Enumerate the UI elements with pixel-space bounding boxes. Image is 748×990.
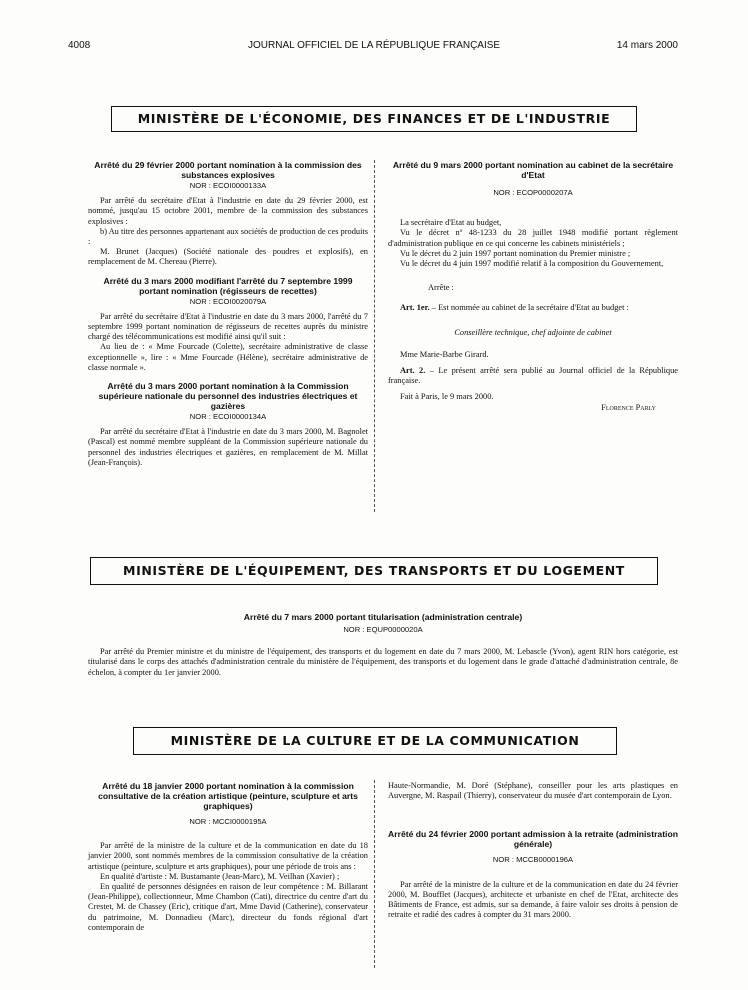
- article-2-text: – Le présent arrêté sera publié au Journal officiel de la République française.: [388, 366, 679, 386]
- page-header: [68, 40, 678, 54]
- article-title: Arrêté du 24 février 2000 portant admission à la retraite (administration générale): [388, 829, 678, 850]
- article-paragraph: En qualité d'artiste : M. Bustamante (Jean-Marc), M. Veilhan (Xavier) ;: [100, 871, 340, 881]
- article-2-label: Art. 2.: [400, 366, 426, 376]
- article-paragraph: Vu le décret nº 48-1233 du 28 juillet 1948 modifié portant règlement d'administration publique en ce qui concerne les cabinets ministériels ;: [388, 228, 678, 248]
- article-paragraph: b) Au titre des personnes appartenant aux sociétés de production de ces produits :: [88, 226, 368, 247]
- equip-section: [88, 612, 678, 678]
- article-paragraph: Par arrêté de la ministre de la culture et de la communication en date du 24 février 2000, M. Boufflet (Jacques), architecte et urbaniste en chef de l'Etat, architecte des Bâtiments de France, est admis, sur sa demande, à faire valoir ses droits à pension de retraite et radié des cadres à compter du 31 mars 2000.: [388, 879, 678, 920]
- article-1-label: Art. 1er.: [400, 303, 430, 313]
- article-title: Arrêté du 3 mars 2000 modifiant l'arrêté du 7 septembre 1999 portant nomination (régisseurs de recettes): [103, 275, 353, 296]
- culture-right-column: [388, 781, 678, 920]
- article-paragraph: Vu le décret du 4 juin 1997 modifié relatif à la composition du Gouvernement,: [400, 259, 664, 269]
- nor-reference: NOR : EQUP0000020A: [343, 625, 423, 634]
- article-paragraph: Au lieu de : « Mme Fourcade (Colette), secrétaire administrative de classe exceptionnelle », lire : « Mme Fourcade (Hélène), secrétaire administrative de classe normale ».: [88, 342, 368, 372]
- appointee-name: Mme Marie-Barbe Girard.: [400, 349, 489, 359]
- article-paragraph: Par arrêté du Premier ministre et du ministre de l'équipement, des transports et du logement en date du 7 mars 2000, M. Lebascle (Yvon), agent RIN hors catégorie, est titularisé dans le corps des attachés d'administration centrale du ministère de l'équipement, des transports et du logement dans le grade d'attaché d'administration centrale, 8e échelon, à compter du 1er janvier 2000.: [88, 647, 678, 677]
- page-number: 4008: [68, 40, 91, 51]
- article-title: Arrêté du 9 mars 2000 portant nomination au cabinet de la secrétaire d'Etat: [392, 160, 674, 180]
- article-1: [388, 303, 678, 313]
- eco-right-column: [388, 160, 678, 413]
- nor-reference: NOR : MCCI0000195A: [189, 817, 267, 826]
- nor-reference: NOR : ECOI0000134A: [189, 412, 267, 422]
- section-title-culture: MINISTÈRE DE LA CULTURE ET DE LA COMMUNICATION: [133, 727, 617, 755]
- article-paragraph: M. Brunet (Jacques) (Société nationale des poudres et explosifs), en remplacement de M. Chereau (Pierre).: [88, 247, 368, 267]
- journal-title: JOURNAL OFFICIEL DE LA RÉPUBLIQUE FRANÇAISE: [248, 40, 501, 51]
- article-paragraph: Par arrêté du secrétaire d'Etat à l'industrie en date du 29 février 2000, est nommé, jusqu'au 15 octobre 2001, membre de la commission des substances explosives :: [88, 196, 368, 226]
- nor-reference: NOR : MCCB0000196A: [492, 855, 574, 865]
- column-divider: [374, 160, 375, 512]
- nor-reference: NOR : ECOI0020079A: [189, 296, 267, 306]
- eco-left-column: [88, 160, 368, 468]
- article-title: Arrêté du 18 janvier 2000 portant nomination à la commission consultative de la création artistique (peinture, sculpture et arts graphiques): [98, 781, 358, 811]
- article-title: Arrêté du 3 mars 2000 portant nomination à la Commission supérieure nationale du personnel des industries électriques et gazières: [98, 381, 358, 412]
- nor-reference: NOR : ECOP0000207A: [493, 188, 573, 197]
- nor-reference: NOR : ECOI0000133A: [189, 181, 267, 190]
- culture-left-column: [88, 781, 368, 933]
- role-title: Conseillère technique, chef adjointe de cabinet: [454, 327, 612, 337]
- column-divider: [374, 780, 375, 968]
- article-paragraph: La secrétaire d'Etat au budget,: [400, 218, 502, 228]
- article-continuation: Haute-Normandie, M. Doré (Stéphane), conseiller pour les arts plastiques en Auvergne, M. Raspail (Thierry), conservateur du musée d'art contemporain de Lyon.: [388, 781, 678, 801]
- section-title-equipement: MINISTÈRE DE L'ÉQUIPEMENT, DES TRANSPORTS ET DU LOGEMENT: [90, 557, 658, 585]
- issue-date: 14 mars 2000: [616, 40, 678, 51]
- article-title: Arrêté du 29 février 2000 portant nomination à la commission des substances explosives: [94, 160, 362, 180]
- arrete-label: Arrête :: [428, 283, 454, 293]
- article-title: Arrêté du 7 mars 2000 portant titularisation (administration centrale): [243, 612, 523, 622]
- article-paragraph: En qualité de personnes désignées en raison de leur compétence : M. Billarant (Jean-Philippe), collectionneur, Mme Chambon (Cati), directrice du centre d'art du Crestet, M. de Chassey (Eric), critique d'art, Mme David (Catherine), conservateur du patrimoine, M. Donnadieu (Marc), directeur du fonds régional d'art contemporain de: [88, 882, 368, 932]
- signature: Florence Parly: [601, 402, 656, 412]
- article-2: [388, 366, 678, 386]
- article-paragraph: Par arrêté de la ministre de la culture et de la communication en date du 18 janvier 2000, sont nommés membres de la commission consultative de la création artistique (peinture, sculpture et arts graphiques), pour une période de trois ans :: [88, 841, 368, 871]
- place-and-date: Fait à Paris, le 9 mars 2000.: [400, 392, 494, 402]
- article-paragraph: Par arrêté du secrétaire d'Etat à l'industrie en date du 3 mars 2000, M. Bagnolet (Pascal) est nommé membre suppléant de la Commission supérieure nationale du personnel des industries électriques et gazières, en remplacement de M. Millat (Jean-François).: [88, 427, 368, 467]
- article-paragraph: Par arrêté du secrétaire d'Etat à l'industrie en date du 3 mars 2000, l'arrêté du 7 septembre 1999 portant nomination de régisseurs de recettes auprès du ministre chargé des télécommunications est modifié ainsi qu'il suit :: [88, 311, 368, 342]
- section-title-economie: MINISTÈRE DE L'ÉCONOMIE, DES FINANCES ET DE L'INDUSTRIE: [111, 106, 637, 132]
- article-1-text: – Est nommée au cabinet de la secrétaire d'Etat au budget :: [429, 303, 629, 313]
- article-paragraph: Vu le décret du 2 juin 1997 portant nomination du Premier ministre ;: [400, 248, 631, 258]
